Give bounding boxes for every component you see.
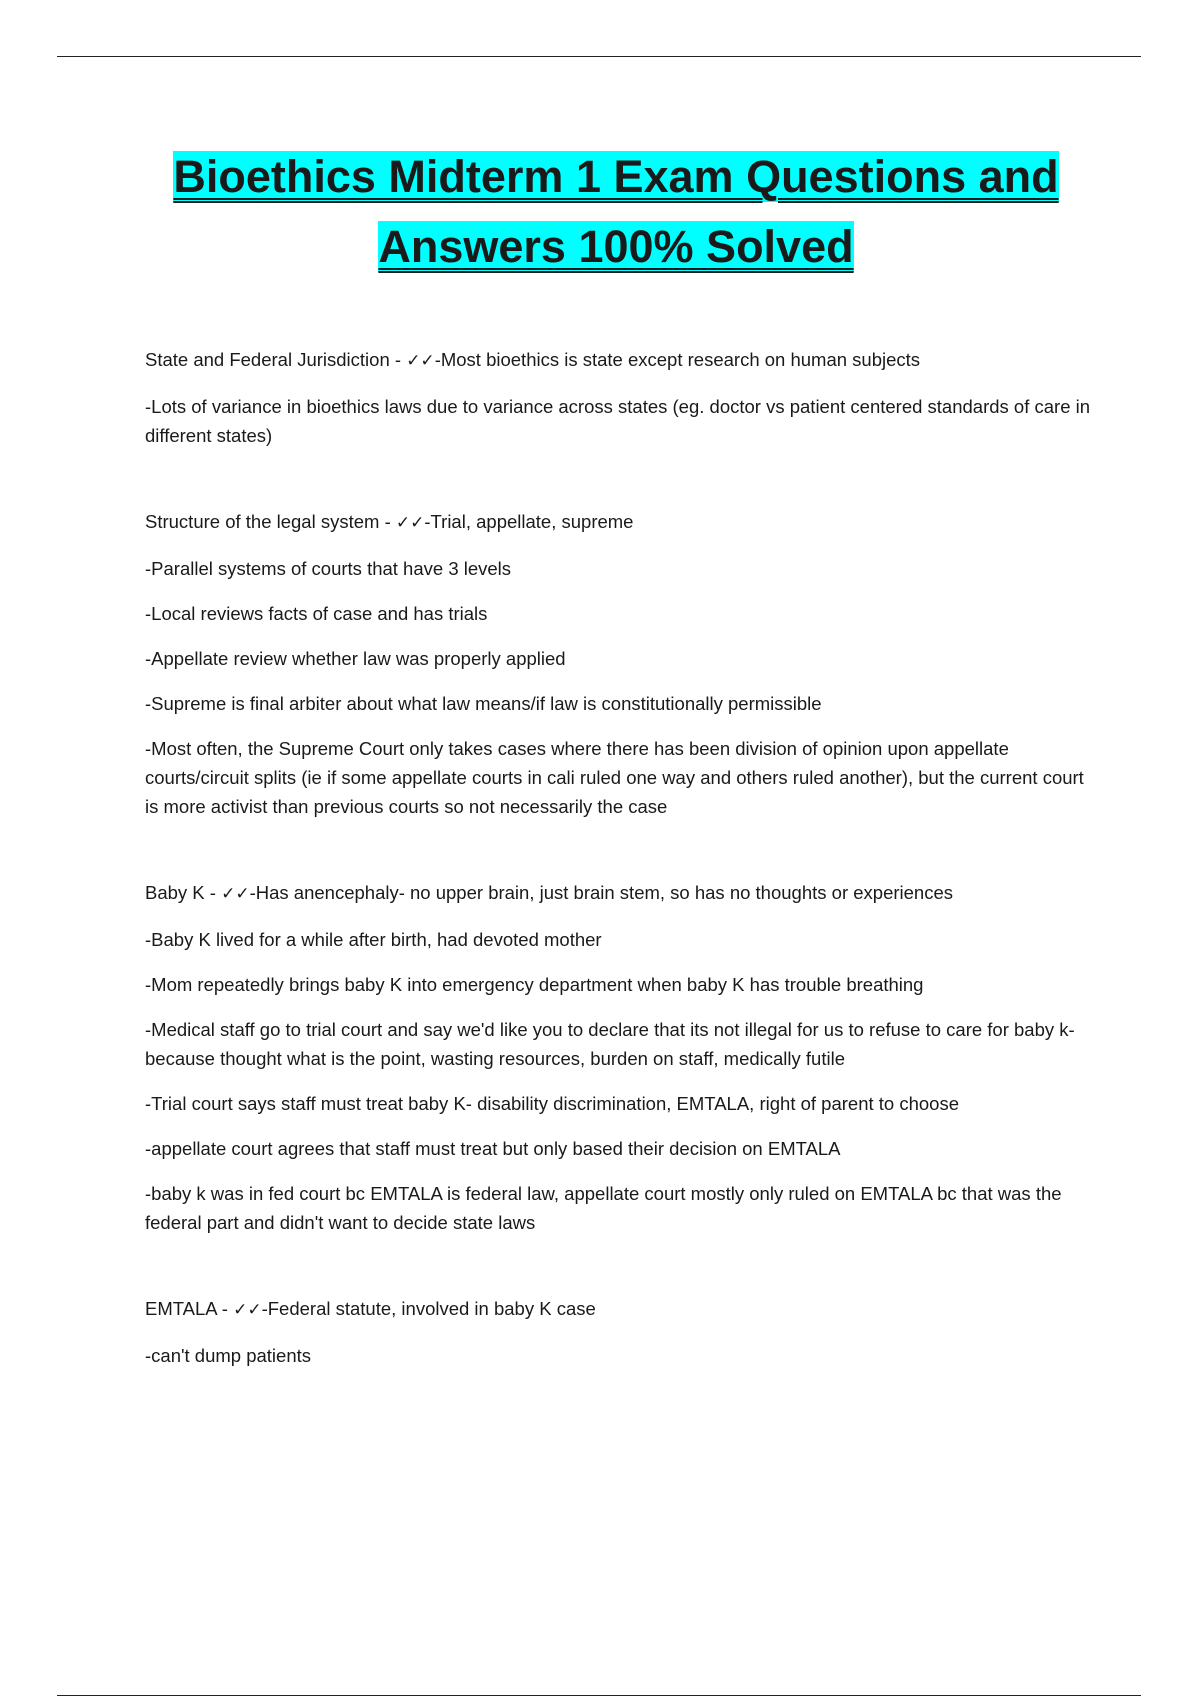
qa-entry — [145, 878, 1095, 1237]
qa-entry — [145, 507, 1095, 821]
question-answer-line — [145, 878, 1095, 909]
answer: -Federal statute, involved in baby K case — [261, 1298, 596, 1319]
check-mark-icon: ✓✓ — [233, 1300, 262, 1320]
term: Baby K - — [145, 882, 222, 903]
answer-note: -Trial court says staff must treat baby K- disability discrimination, EMTALA, right of parent to choose — [145, 1093, 959, 1114]
question-answer-line — [145, 345, 1095, 376]
answer: -Most bioethics is state except research on human subjects — [434, 349, 921, 370]
answer: -Has anencephaly- no upper brain, just brain stem, so has no thoughts or experiences — [249, 882, 954, 903]
title-line-1: Bioethics Midterm 1 Exam Questions and — [173, 151, 1059, 202]
document-title — [0, 142, 1200, 282]
answer-note: -Lots of variance in bioethics laws due to variance across states (eg. doctor vs patient centered standards of care in different states) — [145, 396, 1091, 446]
answer-note: -Baby K lived for a while after birth, had devoted mother — [145, 929, 602, 950]
answer-note: -Local reviews facts of case and has trials — [145, 603, 488, 624]
question-answer-line — [145, 507, 1095, 538]
qa-content — [145, 345, 1095, 1427]
check-mark-icon: ✓✓ — [395, 513, 425, 533]
answer-note: -Mom repeatedly brings baby K into emergency department when baby K has trouble breathing — [145, 974, 924, 995]
qa-entry — [145, 345, 1095, 450]
answer-note: -baby k was in fed court bc EMTALA is federal law, appellate court mostly only ruled on EMTALA bc that was the federal part and didn't want to decide state laws — [145, 1183, 1062, 1233]
answer-note: -Medical staff go to trial court and say we'd like you to declare that its not illegal for us to refuse to care for baby k- because thought what is the point, wasting resources, burden on staff, medically futile — [145, 1019, 1075, 1069]
answer-note: -Most often, the Supreme Court only takes cases where there has been division of opinion upon appellate courts/circuit splits (ie if some appellate courts in cali ruled one way and others ruled another), but the current court is more activist than previous courts so not necessarily the case — [145, 738, 1084, 817]
answer-note: -Parallel systems of courts that have 3 levels — [145, 558, 512, 579]
answer-note: -Appellate review whether law was properly applied — [145, 648, 566, 669]
check-mark-icon: ✓✓ — [221, 884, 250, 904]
qa-entry — [145, 1294, 1095, 1370]
answer: -Trial, appellate, supreme — [424, 511, 634, 532]
title-line-2: Answers 100% Solved — [378, 221, 854, 272]
term: Structure of the legal system - — [145, 511, 396, 532]
term: EMTALA - — [145, 1298, 234, 1319]
top-rule — [57, 56, 1141, 57]
answer-note: -Supreme is final arbiter about what law means/if law is constitutionally permissible — [145, 693, 822, 714]
question-answer-line — [145, 1294, 1095, 1325]
answer-note: -can't dump patients — [145, 1345, 312, 1366]
term: State and Federal Jurisdiction - — [145, 349, 407, 370]
bottom-rule — [57, 1695, 1141, 1696]
answer-note: -appellate court agrees that staff must treat but only based their decision on EMTALA — [145, 1138, 841, 1159]
check-mark-icon: ✓✓ — [406, 351, 435, 371]
